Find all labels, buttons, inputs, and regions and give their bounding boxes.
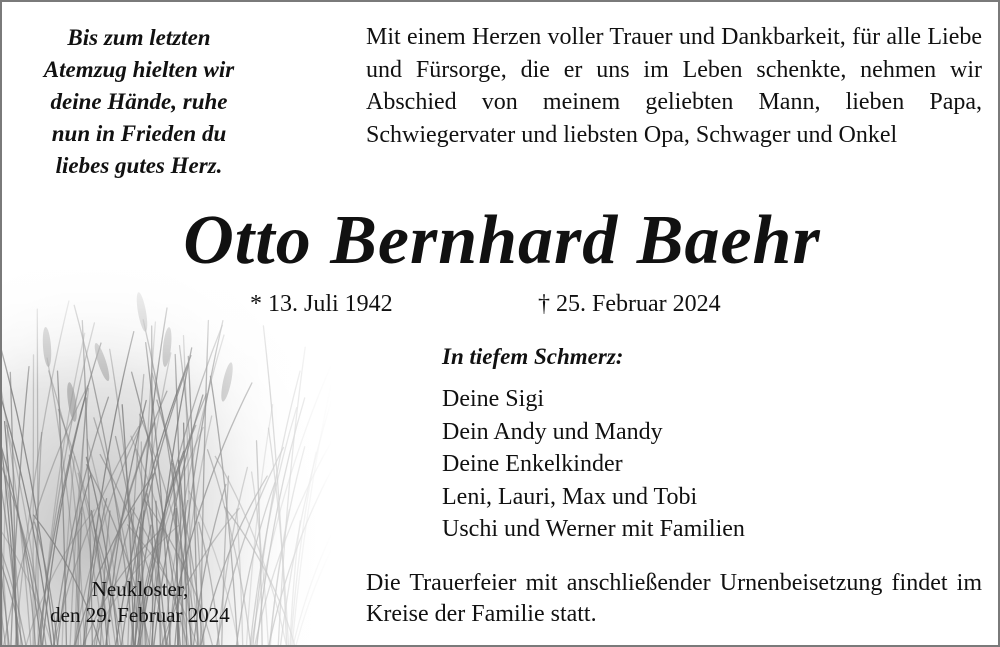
mourner-line: Leni, Lauri, Max und Tobi	[442, 483, 698, 510]
service-notice: Die Trauerfeier mit anschließender Urnenbeisetzung findet im Kreise der Familie statt.	[366, 570, 982, 627]
place-date	[16, 576, 264, 628]
death-date: † 25. Februar 2024	[538, 291, 721, 317]
place: Neukloster,	[91, 577, 189, 601]
mourner-line: Deine Sigi	[442, 386, 544, 412]
mourners-heading: In tiefem Schmerz:	[442, 344, 624, 369]
mourner-line: Dein Andy und Mandy	[442, 418, 663, 445]
mourner-line: Deine Enkelkinder	[442, 451, 623, 477]
verse-line: Bis zum letzten	[67, 25, 211, 50]
verse	[8, 22, 270, 182]
mourners-list	[442, 383, 745, 546]
verse-line: nun in Frieden du	[51, 121, 227, 146]
verse-line: Atemzug hielten wir	[43, 57, 235, 82]
mourner-line: Uschi und Werner mit Familien	[442, 516, 745, 542]
intro-text: Mit einem Herzen voller Trauer und Dankbarkeit, für alle Liebe und Fürsorge, die er uns im Leben schenkte, nehmen wir Abschied von meinem geliebten Mann, lieben Papa, Schwiegervater und liebsten Opa, Schwager und Onkel	[366, 24, 982, 148]
date: den 29. Februar 2024	[50, 603, 230, 627]
deceased-name: Otto Bernhard Baehr	[183, 202, 821, 279]
birth-date: * 13. Juli 1942	[250, 291, 393, 317]
verse-line: deine Hände, ruhe	[50, 89, 228, 114]
verse-line: liebes gutes Herz.	[55, 153, 223, 178]
